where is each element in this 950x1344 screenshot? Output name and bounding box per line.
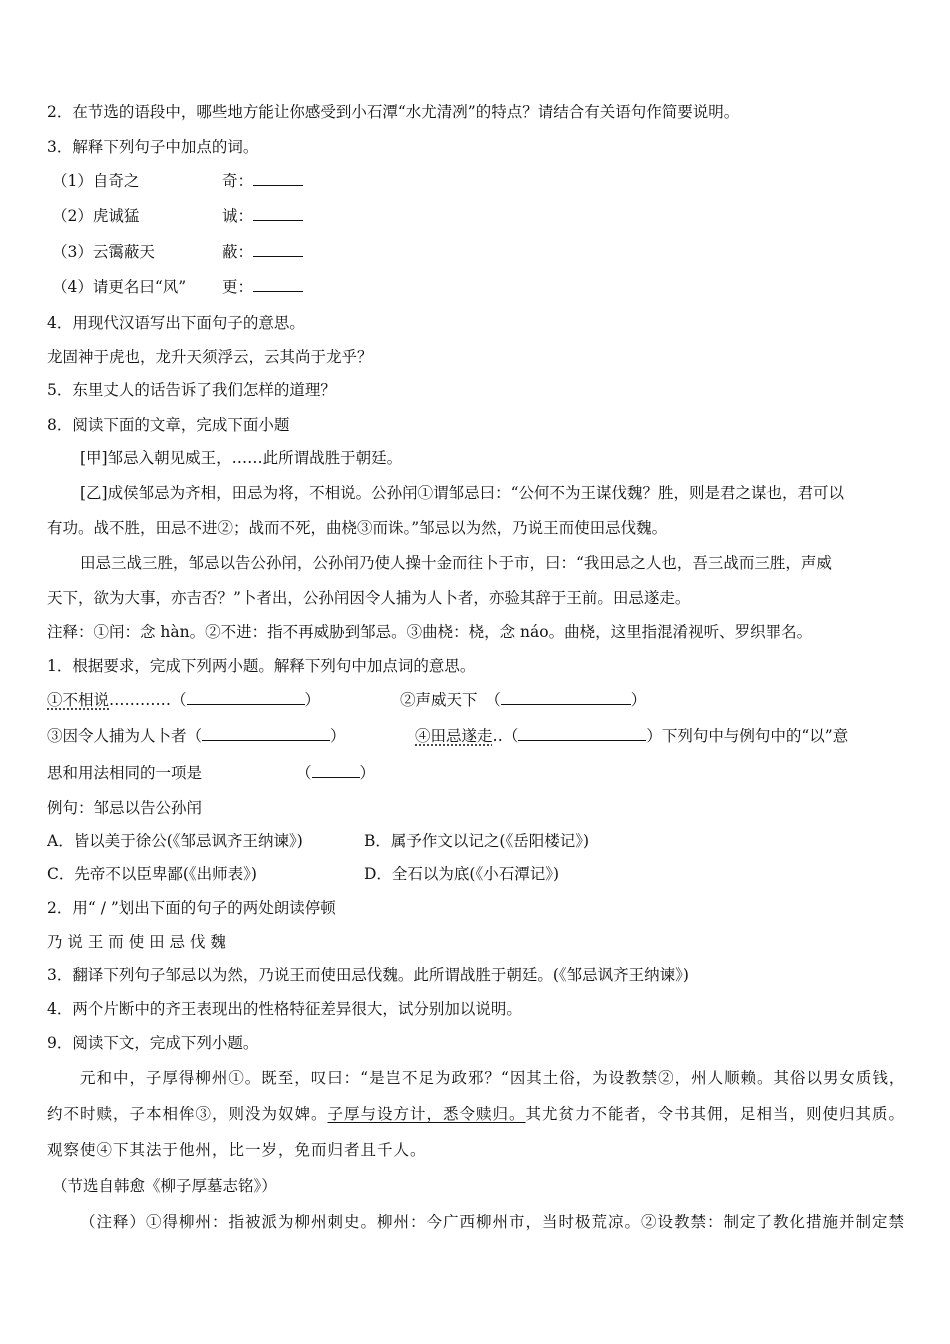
passage-yi-line-3: 田忌三战三胜，邹忌以告公孙闬，公孙闬乃使人操十金而往卜于市，曰：“我田忌之人也，吾三战而三胜，声威 xyxy=(80,554,832,572)
option-c: C．先帝不以臣卑鄙(《出师表》) xyxy=(47,865,257,883)
word-2-answer: 诚： xyxy=(222,206,303,226)
passage-jia: [甲]邹忌入朝见威王，……此所谓战胜于朝廷。 xyxy=(80,449,403,467)
pause-sentence: 乃 说 王 而 使 田 忌 伐 魏 xyxy=(47,933,226,951)
choice-answer-blank: （ ） xyxy=(296,764,376,782)
passage-yi-line-2: 有功。战不胜，田忌不进②；战而不死，曲桡③而诛。”邹忌以为然，乃说王而使田忌伐魏。 xyxy=(47,519,668,537)
section-9-heading: 9．阅读下文，完成下列小题。 xyxy=(47,1034,259,1052)
section-8-heading: 8．阅读下面的文章，完成下面小题 xyxy=(47,416,290,434)
question-5: 5．东里丈人的话告诉了我们怎样的道理？ xyxy=(47,381,336,399)
item-1: ①不相说…………（ ） xyxy=(47,691,321,709)
passage-yi-line-1: [乙]成侯邹忌为齐相，田忌为将，不相说。公孙闬①谓邹忌曰：“公何不为王谋伐魏？胜，则是君之谋也，君可以 xyxy=(80,484,845,502)
passage-9-line-2: 约不时赎，子本相侔③，则没为奴婢。子厚与设方计，悉令赎归。其尤贫力不能者，令书其佣，足相当，则使归其质。 xyxy=(47,1105,906,1123)
item-3: ③因令人捕为人卜者（ ） xyxy=(47,727,346,745)
word-3-sentence: （3）云霭蔽天 xyxy=(52,243,155,261)
word-2-sentence: （2）虎诚猛 xyxy=(52,207,140,225)
item-4: ④田忌遂走‥（ ）下列句中与例句中的“以”意 xyxy=(415,727,849,745)
option-b: B．属予作文以记之(《岳阳楼记》) xyxy=(364,832,589,850)
passage-9-note: （注释）①得柳州：指被派为柳州刺史。柳州：今广西柳州市，当时极荒凉。②设教禁：制定了教化措施并制定禁 xyxy=(80,1213,906,1231)
passage-9-line-3: 观察使④下其法于他州，比一岁，免而归者且千人。 xyxy=(47,1141,427,1159)
word-4-sentence: （4）请更名曰“风” xyxy=(52,278,187,296)
passage-9-line-1: 元和中，子厚得柳州①。既至，叹曰：“是岂不足为政邪？“因其土俗，为设教禁②，州人顺赖。其俗以男女质钱， xyxy=(80,1069,906,1087)
s8-question-4: 4．两个片断中的齐王表现出的性格特征差异很大，试分别加以说明。 xyxy=(47,1000,522,1018)
example-sentence: 例句：邹忌以告公孙闬 xyxy=(47,799,203,817)
item-2: ②声威天下 （ ） xyxy=(400,691,647,709)
word-1-answer: 奇： xyxy=(222,171,303,191)
s8-question-2: 2．用“ / ”划出下面的句子的两处朗读停顿 xyxy=(47,899,336,917)
s8-question-3: 3．翻译下列句子邹忌以为然，乃说王而使田忌伐魏。此所谓战胜于朝廷。(《邹忌讽齐王纳谏》) xyxy=(47,966,689,984)
question-4: 4．用现代汉语写出下面句子的意思。 xyxy=(47,314,305,332)
item-continuation: 思和用法相同的一项是 xyxy=(47,764,203,782)
question-3: 3．解释下列句子中加点的词。 xyxy=(47,138,259,156)
question-4-text: 龙固神于虎也，龙升天须浮云，云其尚于龙乎？ xyxy=(47,348,373,366)
s8-question-1: 1．根据要求，完成下列两小题。解释下列句中加点词的意思。 xyxy=(47,657,476,675)
word-4-answer: 更： xyxy=(222,277,303,297)
option-a: A．皆以美于徐公(《邹忌讽齐王纳谏》) xyxy=(47,832,303,850)
passage-yi-line-4: 天下，欲为大事，亦吉否？”卜者出，公孙闬因令人捕为人卜者，亦验其辞于王前。田忌遂走。 xyxy=(47,589,691,607)
option-d: D．全石以为底(《小石潭记》) xyxy=(364,865,560,883)
passage-9-source: （节选自韩愈《柳子厚墓志铭》） xyxy=(52,1177,277,1195)
passage-note: 注释：①闬：念 hàn。②不进：指不再威胁到邹忌。③曲桡：桡，念 náo。曲桡，这里指混淆视听、罗织罪名。 xyxy=(47,623,813,641)
word-1-sentence: （1）自奇之 xyxy=(52,172,140,190)
question-2: 2．在节选的语段中，哪些地方能让你感受到小石潭“水尤清冽”的特点？请结合有关语句作简要说明。 xyxy=(47,103,740,121)
word-3-answer: 蔽： xyxy=(222,242,303,262)
